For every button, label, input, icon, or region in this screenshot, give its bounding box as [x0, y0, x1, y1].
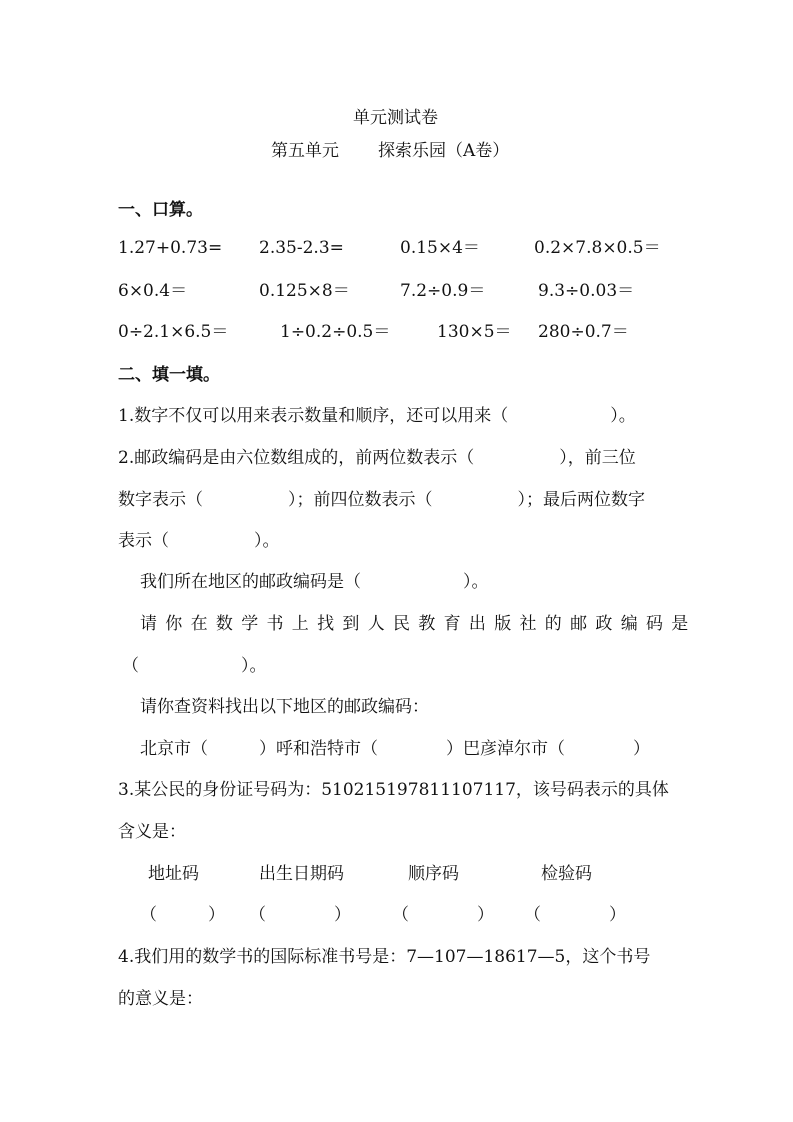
section-heading-fill-in: 二、填一填。 — [118, 365, 220, 385]
math-item: 6×0.4＝ — [118, 281, 188, 301]
math-item: 0÷2.1×6.5＝ — [118, 322, 229, 342]
math-item: 2.35-2.3= — [259, 238, 344, 258]
section-heading-mental-math: 一、口算。 — [118, 200, 203, 220]
question-3-line-1: 3.某公民的身份证号码为：510215197811107117，该号码表示的具体 — [118, 780, 669, 800]
question-2-publisher-line-2: （ ）。 — [122, 656, 267, 676]
question-3-line-2: 含义是： — [118, 822, 186, 842]
id-label-birthdate: 出生日期码 — [259, 864, 344, 884]
math-item: 130×5＝ — [437, 322, 512, 342]
id-label-check: 检验码 — [541, 864, 592, 884]
math-item: 9.3÷0.03＝ — [538, 281, 635, 301]
question-2-publisher-line-1: 请你在数学书上找到人民教育出版社的邮政编码是 — [140, 614, 697, 634]
math-item: 7.2÷0.9＝ — [400, 281, 486, 301]
question-4-line-1: 4.我们用的数学书的国际标准书号是：7—107—18617—5，这个书号 — [118, 947, 651, 967]
document-subtitle-name: 探索乐园（A卷） — [378, 141, 510, 161]
question-4-line-2: 的意义是： — [118, 989, 203, 1009]
id-label-sequence: 顺序码 — [408, 864, 459, 884]
math-item: 1.27+0.73= — [118, 238, 223, 258]
document-subtitle-unit: 第五单元 — [271, 141, 339, 161]
id-blank-address[interactable]: （ ） — [140, 905, 225, 925]
math-item: 0.125×8＝ — [259, 281, 350, 301]
math-item: 0.2×7.8×0.5＝ — [534, 238, 661, 258]
id-label-address: 地址码 — [148, 864, 199, 884]
question-2-line-3: 表示（ ）。 — [118, 531, 280, 551]
math-item: 1÷0.2÷0.5＝ — [280, 322, 391, 342]
question-2-local-code: 我们所在地区的邮政编码是（ ）。 — [140, 572, 489, 592]
question-2-cities: 北京市（ ）呼和浩特市（ ）巴彦淖尔市（ ） — [140, 739, 650, 759]
id-blank-birthdate[interactable]: （ ） — [249, 905, 351, 925]
id-blank-check[interactable]: （ ） — [524, 905, 626, 925]
document-title: 单元测试卷 — [353, 108, 438, 128]
question-1: 1.数字不仅可以用来表示数量和顺序，还可以用来（ ）。 — [118, 406, 636, 426]
math-item: 0.15×4＝ — [400, 238, 480, 258]
question-2-line-1: 2.邮政编码是由六位数组成的，前两位数表示（ ），前三位 — [118, 448, 636, 468]
question-2-lookup-prompt: 请你查资料找出以下地区的邮政编码： — [140, 697, 429, 717]
id-blank-sequence[interactable]: （ ） — [392, 905, 494, 925]
math-item: 280÷0.7＝ — [538, 322, 629, 342]
question-2-line-2: 数字表示（ ）；前四位数表示（ ）；最后两位数字 — [118, 490, 645, 510]
